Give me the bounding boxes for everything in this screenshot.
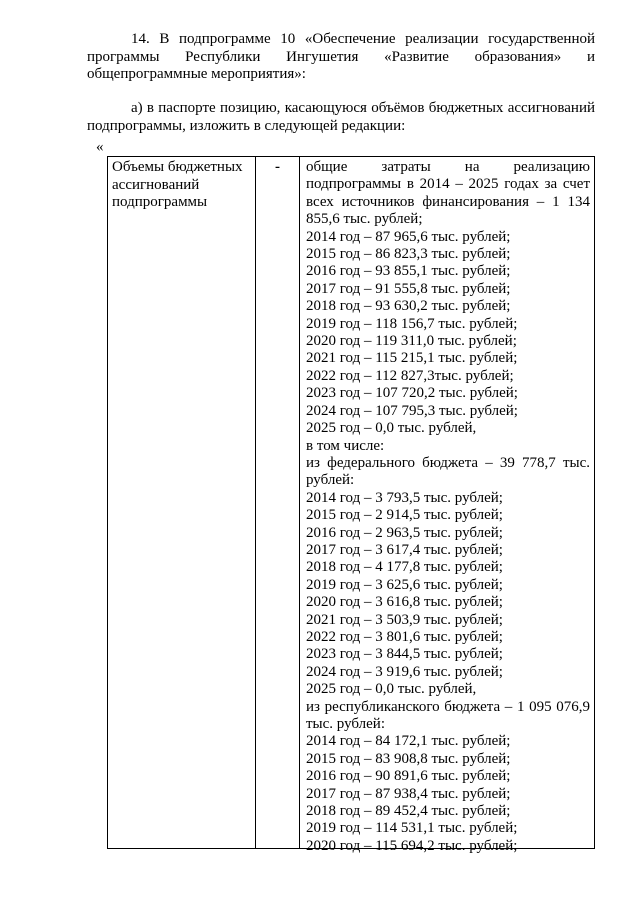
republic-years-list: [306, 733, 590, 855]
table-label-cell: Объемы бюджетных ассигнований подпрограммы: [108, 157, 256, 848]
federal-year-row: 2018 год – 4 177,8 тыс. рублей;: [306, 559, 503, 576]
total-year-row: 2018 год – 93 630,2 тыс. рублей;: [306, 298, 511, 315]
federal-year-row: 2015 год – 2 914,5 тыс. рублей;: [306, 507, 503, 524]
federal-year-row: 2025 год – 0,0 тыс. рублей,: [306, 681, 477, 698]
federal-year-row: 2019 год – 3 625,6 тыс. рублей;: [306, 576, 503, 593]
federal-year-row: 2023 год – 3 844,5 тыс. рублей;: [306, 646, 503, 663]
republic-year-row: 2016 год – 90 891,6 тыс. рублей;: [306, 768, 511, 785]
table-content-cell: [300, 157, 594, 854]
republic-year-row: 2017 год – 87 938,4 тыс. рублей;: [306, 785, 511, 802]
federal-year-row: 2014 год – 3 793,5 тыс. рублей;: [306, 489, 503, 506]
paragraph-item-14: 14. В подпрограмме 10 «Обеспечение реализации государственной программы Республики Ингушетия «Развитие образования» и общепрограммные мероприятия»:: [87, 31, 595, 82]
total-year-row: 2016 год – 93 855,1 тыс. рублей;: [306, 263, 511, 280]
total-year-row: 2022 год – 112 827,3тыс. рублей;: [306, 367, 514, 384]
total-year-row: 2021 год – 115 215,1 тыс. рублей;: [306, 350, 518, 367]
federal-year-row: 2022 год – 3 801,6 тыс. рублей;: [306, 628, 503, 645]
paragraph-item-a: а) в паспорте позицию, касающуюся объёмов бюджетных ассигнований подпрограммы, изложить в следующей редакции:: [87, 100, 595, 134]
federal-year-row: 2021 год – 3 503,9 тыс. рублей;: [306, 611, 503, 628]
federal-years-list: [306, 490, 590, 699]
total-year-row: 2015 год – 86 823,3 тыс. рублей;: [306, 246, 511, 263]
republic-year-row: 2019 год – 114 531,1 тыс. рублей;: [306, 820, 518, 837]
republic-header: из республиканского бюджета – 1 095 076,9 тыс. рублей:: [306, 698, 590, 732]
republic-year-row: 2018 год – 89 452,4 тыс. рублей;: [306, 803, 511, 820]
republic-year-row: 2014 год – 84 172,1 тыс. рублей;: [306, 733, 511, 750]
total-year-row: 2019 год – 118 156,7 тыс. рублей;: [306, 315, 518, 332]
summary-text: общие затраты на реализацию подпрограммы в 2014 – 2025 годах за счет всех источников финансирования – 1 134 855,6 тыс. рублей;: [306, 159, 590, 228]
budget-table: [107, 156, 595, 854]
federal-year-row: 2016 год – 2 963,5 тыс. рублей;: [306, 524, 503, 541]
republic-year-row: 2020 год – 115 694,2 тыс. рублей;: [306, 837, 518, 854]
federal-year-row: 2017 год – 3 617,4 тыс. рублей;: [306, 541, 503, 558]
total-year-row: 2014 год – 87 965,6 тыс. рублей;: [306, 228, 511, 245]
republic-year-row: 2015 год – 83 908,8 тыс. рублей;: [306, 750, 511, 767]
opening-quote: «: [96, 139, 104, 155]
total-year-row: 2020 год – 119 311,0 тыс. рублей;: [306, 333, 517, 350]
federal-year-row: 2024 год – 3 919,6 тыс. рублей;: [306, 663, 503, 680]
total-year-row: 2023 год – 107 720,2 тыс. рублей;: [306, 385, 518, 402]
total-year-row: 2017 год – 91 555,8 тыс. рублей;: [306, 280, 511, 297]
total-year-row: 2025 год – 0,0 тыс. рублей,: [306, 420, 477, 437]
federal-year-row: 2020 год – 3 616,8 тыс. рублей;: [306, 594, 503, 611]
federal-header: из федерального бюджета – 39 778,7 тыс. рублей:: [306, 454, 590, 489]
total-year-row: 2024 год – 107 795,3 тыс. рублей;: [306, 402, 518, 419]
total-years-list: [306, 229, 590, 438]
table-dash-cell: -: [256, 157, 300, 848]
including-text: в том числе:: [306, 437, 385, 454]
